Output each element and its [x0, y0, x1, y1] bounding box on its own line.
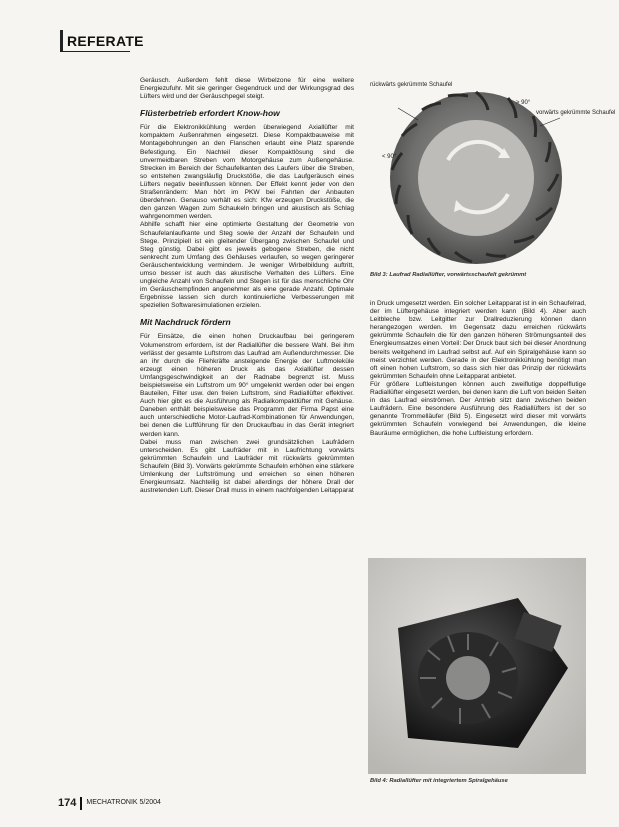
- angle-label-top: > 90°: [516, 100, 531, 106]
- fan-photo-illustration: [368, 558, 586, 774]
- label-backward-blades: rückwärts gekrümmte Schaufel: [370, 82, 453, 88]
- impeller-hub: [418, 120, 534, 236]
- section-heading: Mit Nachdruck fördern: [140, 317, 231, 328]
- figure-fan-photo: [368, 558, 586, 774]
- body-paragraph: in Druck umgesetzt werden. Ein solcher Leitapparat ist in ein Schaufelrad, der im Lüftergehäuse integriert werden kann (Bild 4). Aber auch Leitbleche bzw. Leitgitter zur Drallreduzierung können dann herangezogen werden. Im Gegensatz dazu erreichen rückwärts gekrümmte Schaufeln die für den ganzen höheren Strömungsanteil des Energieumsatzes einen Vorteil: Der Druck baut sich bei dieser Anordnung bereits weitgehend im Laufrad selbst auf. Auf ein Spiralgehäuse kann so meist verzichtet werden. Gerade in der Elektronikkühlung benötigt man oft einen hohen Luftstrom, so dass sich hier das Prinzip der rückwärts gekrümmten Schaufeln ohne Leitapparat anbietet.: [370, 300, 586, 380]
- label-forward-blades: vorwärts gekrümmte Schaufel: [536, 110, 616, 116]
- section-heading: Flüsterbetrieb erfordert Know-how: [140, 108, 280, 119]
- figure-4-caption: Bild 4: Radiallüfter mit integriertem Spiralgehäuse: [370, 778, 508, 784]
- body-paragraph: Dabei muss man zwischen zwei grundsätzlichen Laufrädern unterscheiden. Es gibt Laufräder mit in Laufrichtung vorwärts gekrümmten Schaufeln und Laufräder mit rückwärts gekrümmten Schaufeln (Bild 3). Vorwärts gekrümmte Schaufeln erhöhen eine stärkere Umlenkung der Luftströmung und erreichen so einen höheren Energieumsatz. Nachteilig ist dabei allerdings der höhere Drall der austretenden Luft. Dieser Drall muss in einem nachfolgenden Leitapparat: [140, 438, 354, 495]
- body-paragraph: Abhilfe schafft hier eine optimierte Gestaltung der Geometrie von Schaufelanlaufkante und Steg sowie der Anzahl der Schaufeln und Stege. Prinzipiell ist ein gleitender Übergang zwischen Schaufel und Steg günstig. Dabei gibt es jeweils gebogene Streben, die nicht senkrecht zum Umfang des Gehäuses verlaufen, so wegen geringerer Geräuschentwicklung vermindern. Je weniger Wirbelbildung auftritt, umso besser ist auch das akustische Verhalten des Lüfters. Eine ungleiche Anzahl von Schaufeln und Stegen ist für das menschliche Ohr im Geräuschempfinden angenehmer als eine gerade Anzahl. Optimale Ergebnisse lassen sich durch kontinuierliche Verbesserungen mit speziellen Softwaresimulationen erzielen.: [140, 221, 354, 310]
- page-number: 174: [58, 797, 77, 809]
- body-paragraph: Für größere Luftleistungen können auch zweiflutige doppelflutige Radiallüfter eingesetzt werden, bei denen kann die Luft von beiden Seiten in das Laufrad einströmen. Der Antrieb sitzt dann zwischen beiden Laufrädern. Eine besondere Ausführung des Radiallüfters ist der so genannte Trommelläufer (Bild 5). Eingesetzt wird dieser mit vorwärts gekrümmten Schaufeln vorwiegend bei Anwendungen, die kleine Bauräume ermöglichen, die hohe Luftleistung erfordern.: [370, 380, 586, 437]
- footer-divider: [80, 797, 82, 810]
- intro-paragraph: Geräusch. Außerdem fehlt diese Wirbelzone für eine weitere Energiezufuhr. Mit sie geringer Gegendruck und der Wirkungsgrad des Lüfters wird und der Geräuschpegel steigt.: [140, 77, 354, 101]
- angle-label-left: < 90°: [382, 154, 397, 160]
- leader-line: [540, 118, 560, 126]
- page-footer: [58, 796, 161, 810]
- figure-impeller-diagram: [368, 70, 616, 270]
- body-paragraph: Für die Elektronikkühlung werden überwiegend Axiallüfter mit kompaktem Außenrahmen eingesetzt. Diese Kompaktbauweise mit Montagebohrungen an den Flanschen erlaubt eine Platz sparende Befestigung. Ein Nachteil dieser Kompaktlösung sind die unvermeidbaren Streben vom Motorgehäuse zum Außengehäuse. Strecken im Bereich der Schaufelkanten des Laufers über die Streben, so entstehen zwangsläufig Druckstöße, die das Laufgeräusch eines Lüfters negativ beeinflussen können. Der Effekt kennt jeder von den Straßenrändern: Man hört im PKW bei Fahrten der Anbauten überdehnen. Genauso verhält es sich: Kfw erzeugen Druckstöße, die den ganzen Wagen zum Schaukeln bringen und akustisch als Schlag wahrgenommen werden.: [140, 124, 354, 221]
- figure-3-caption: Bild 3: Laufrad Radiallüfter, vorwärtsschaufelt gekrümmt: [370, 272, 527, 278]
- left-column: [140, 77, 354, 495]
- body-paragraph: Für Einsätze, die einen hohen Druckaufbau bei geringerem Volumenstrom erfordern, ist der Radiallüfter die bessere Wahl. Bei ihm verlässt der gesamte Luftstrom das Laufrad am Außendurchmesser. Die an ihr durch die Fliehkräfte ansteigende Energie der Luftmoleküle erzeugt einen höheren Druck als das Axiallüfter dessen Umfangsgeschwindigkeit an der Radnabe begrenzt ist. Muss beispielsweise ein Luftstrom um 90° umgelenkt werden oder bei engen Bauteilen, Filter usw. den freien Luftstrom, sind Radiallüfter effektiver. Auch hier gibt es die Ausführung als Radialkompaktlüfter mit Gehäuse. Daneben enthält beispielsweise das Programm der Firma Papst eine auch unterschiedliche Motor-Laufrad-Kombinationen für Anwendungen, bei denen die Luftführung für den Druckaufbau in das Gerät integriert werden kann.: [140, 333, 354, 438]
- section-header: REFERATE: [60, 30, 130, 52]
- publication-name: MECHATRONIK 5/2004: [86, 799, 161, 806]
- right-column: [370, 300, 586, 438]
- impeller-illustration: [368, 70, 616, 270]
- fan-hub: [446, 656, 490, 700]
- leader-line: [398, 108, 418, 120]
